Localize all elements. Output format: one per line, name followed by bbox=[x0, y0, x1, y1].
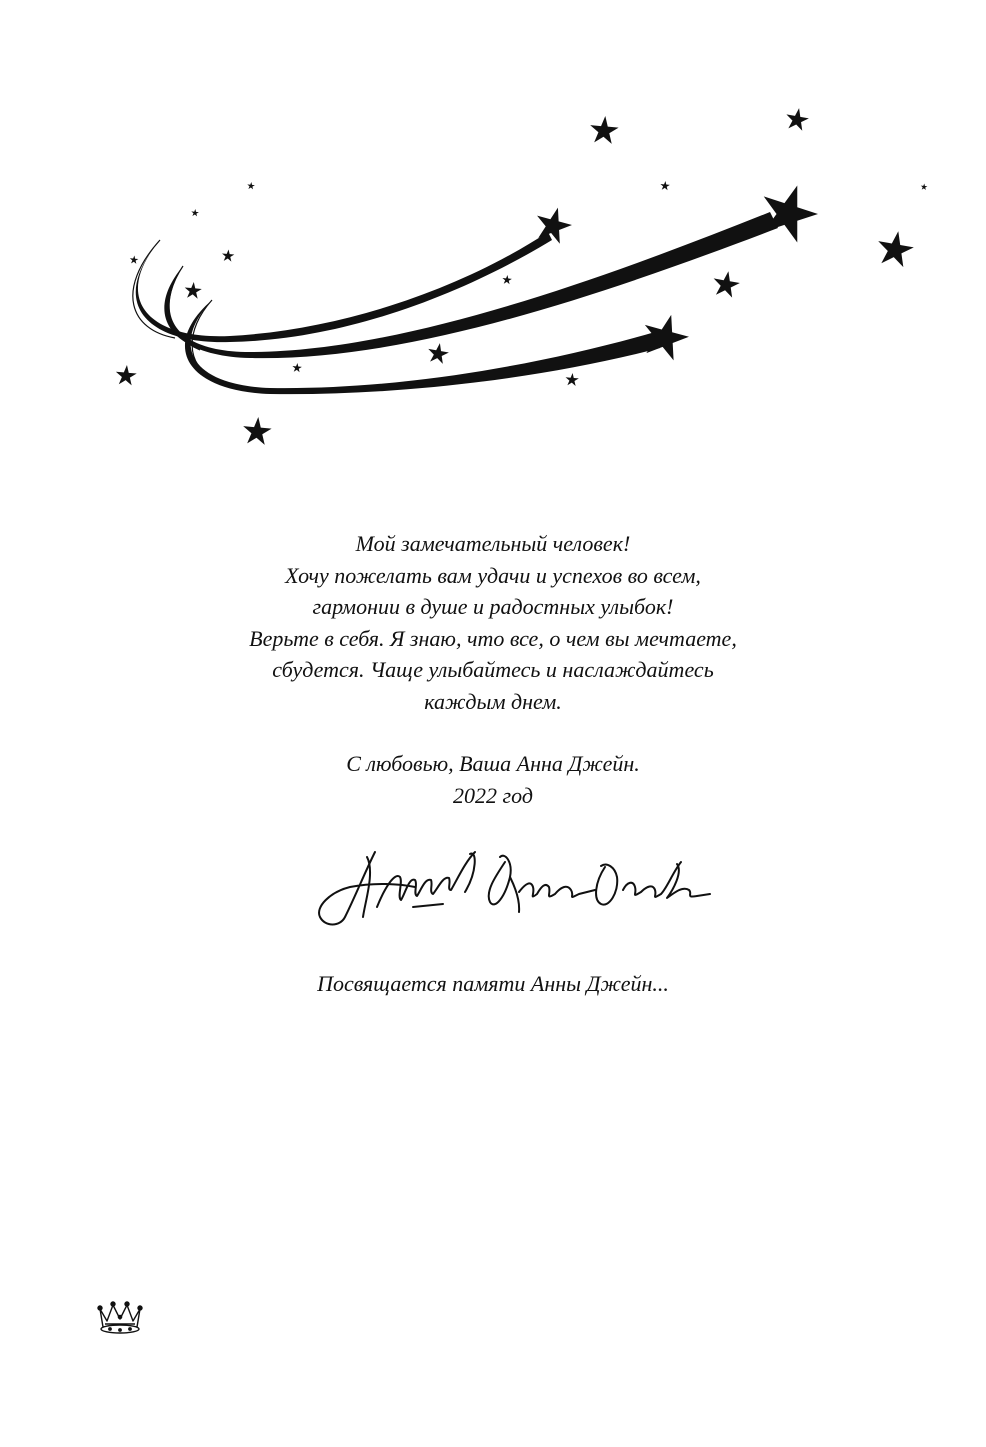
star-icon bbox=[191, 209, 199, 217]
letter-line: каждым днем. bbox=[424, 688, 562, 714]
star-icon bbox=[711, 269, 742, 299]
letter-line: гармонии в душе и радостных улыбок! bbox=[312, 594, 674, 619]
crown-icon bbox=[95, 1297, 145, 1337]
handwritten-signature bbox=[305, 832, 725, 942]
shooting-star-trail bbox=[185, 300, 660, 394]
star-icon bbox=[292, 363, 302, 373]
star-icon bbox=[753, 177, 824, 246]
star-icon bbox=[589, 115, 620, 145]
shooting-stars-illustration bbox=[0, 0, 986, 470]
letter-body bbox=[0, 528, 986, 811]
star-icon bbox=[920, 183, 927, 190]
star-icon bbox=[502, 275, 512, 285]
letter-line: Верьте в себя. Я знаю, что все, о чем вы мечтаете, bbox=[249, 625, 737, 651]
letter-line: Хочу пожелать вам удачи и успехов во всем, bbox=[285, 562, 701, 588]
star-icon bbox=[784, 106, 810, 131]
letter-closing: С любовью, Ваша Анна Джейн. bbox=[346, 751, 640, 776]
letter-line: сбудется. Чаще улыбайтесь и наслаждайтесь bbox=[272, 657, 714, 682]
star-icon bbox=[129, 255, 138, 264]
star-icon bbox=[660, 181, 670, 191]
star-icon bbox=[115, 364, 138, 386]
letter-year: 2022 год bbox=[453, 782, 533, 808]
shooting-star-trail bbox=[136, 232, 552, 342]
star-icon bbox=[565, 372, 579, 386]
star-icon bbox=[426, 341, 450, 364]
dedication-text: Посвящается памяти Анны Джейн... bbox=[317, 971, 669, 996]
letter-line: Мой замечательный человек! bbox=[355, 531, 631, 556]
paragraph-gap bbox=[0, 717, 986, 748]
star-icon bbox=[242, 416, 273, 446]
star-icon bbox=[247, 182, 255, 190]
star-icon bbox=[875, 228, 917, 268]
star-icon bbox=[221, 249, 234, 262]
star-icon bbox=[184, 281, 202, 299]
